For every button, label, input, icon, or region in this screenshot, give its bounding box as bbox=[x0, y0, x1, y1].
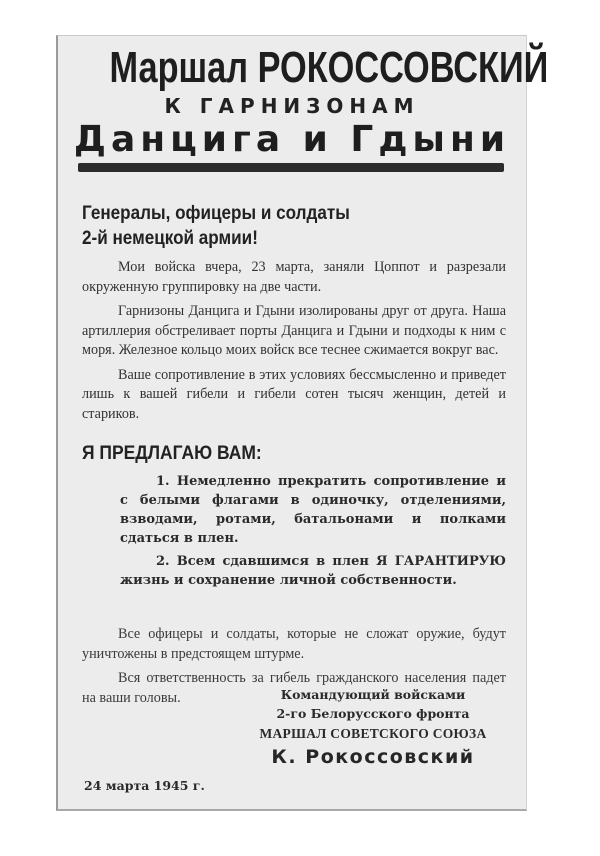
paragraph: Ваше сопротивление в этих условиях бессмысленно и приведет лишь к вашей гибели и гибели сотен тысяч женщин, детей и стариков. bbox=[82, 366, 506, 422]
offer-heading: Я ПРЕДЛАГАЮ ВАМ: bbox=[82, 443, 262, 464]
header-divider bbox=[78, 163, 504, 172]
paragraph: Мои войска вчера, 23 марта, заняли Цоппот и разрезали окруженную группировку на две части. bbox=[82, 259, 506, 295]
paragraph: Все офицеры и солдаты, которые не сложат оружие, будут уничтожены в предстоящем штурме. bbox=[82, 626, 506, 662]
signature-title-2: 2-го Белорусского фронта bbox=[276, 706, 470, 721]
date: 24 марта 1945 г. bbox=[84, 778, 205, 793]
title-to-garrisons: К ГАРНИЗОНАМ bbox=[164, 94, 420, 118]
signature-title-1: Командующий войсками bbox=[280, 687, 466, 702]
body-paragraphs bbox=[82, 258, 506, 429]
address-line-2: 2-й немецкой армии! bbox=[82, 228, 258, 249]
address-heading bbox=[82, 201, 350, 251]
address-line-1: Генералы, офицеры и солдаты bbox=[82, 203, 350, 224]
signature-name: К. Рокоссовский bbox=[271, 746, 475, 768]
offer-list bbox=[120, 472, 506, 594]
title-marshal: Маршал РОКОССОВСКИЙ bbox=[109, 43, 549, 92]
paragraph: Вся ответственность за гибель гражданского населения падет на ваши головы. bbox=[82, 670, 506, 706]
leaflet-poster bbox=[56, 35, 549, 811]
signature-block bbox=[238, 685, 508, 770]
title-danzig-gdynia: Данцига и Гдыни bbox=[73, 119, 511, 160]
offer-item: 2. Всем сдавшимся в плен Я ГАРАНТИРУЮ жизнь и сохранение личной собственности. bbox=[120, 554, 506, 588]
offer-item: 1. Немедленно прекратить сопротивление и с белыми флагами в одиночку, отделениями, взводами, ротами, батальонами и полками сдаться в плен. bbox=[120, 474, 506, 546]
signature-rank: МАРШАЛ СОВЕТСКОГО СОЮЗА bbox=[259, 726, 487, 741]
paragraph: Гарнизоны Данцига и Гдыни изолированы друг от друга. Наша артиллерия обстреливает порты Данцига и Гдыни и подходы к ним с моря. Железное кольцо моих войск все теснее сжимается вокруг вас. bbox=[82, 303, 506, 358]
